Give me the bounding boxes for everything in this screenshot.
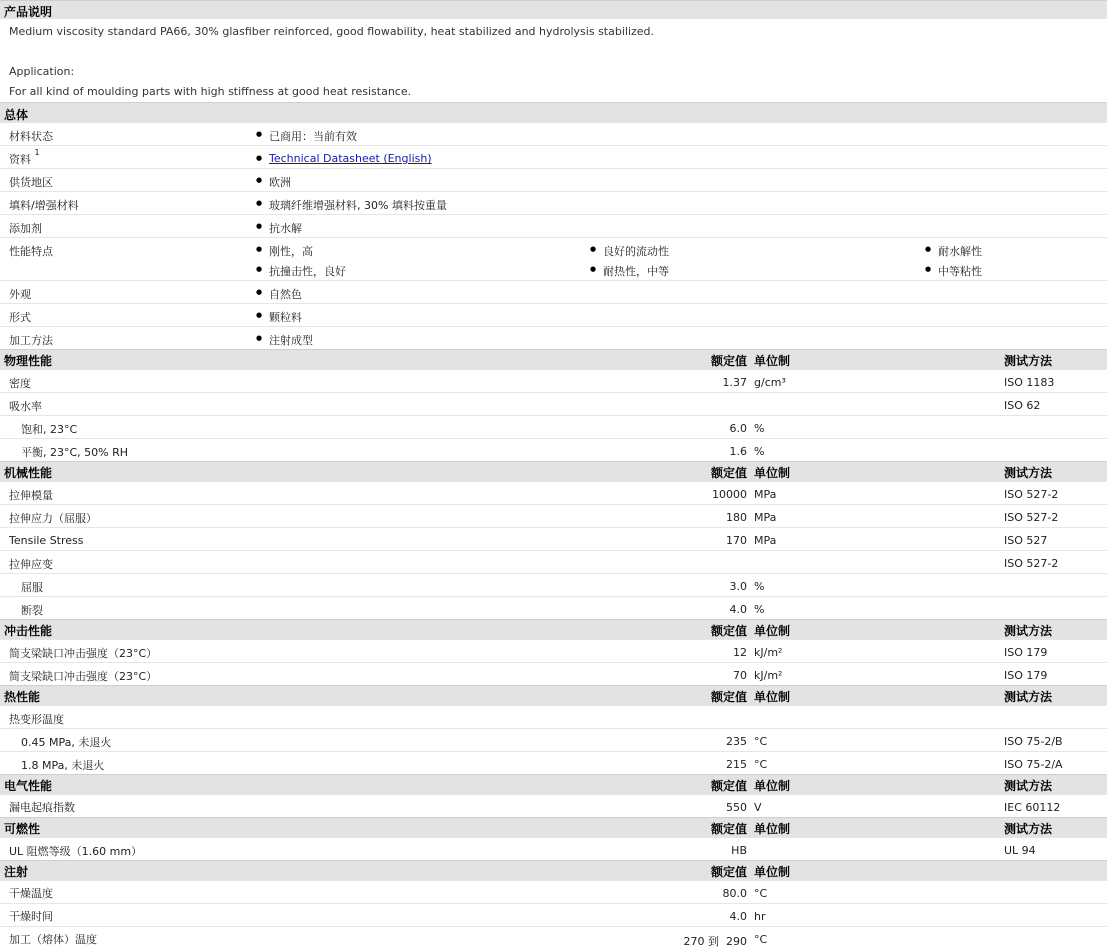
test-method: ISO 179 (1004, 669, 1048, 682)
property-value: 6.0 (729, 422, 747, 435)
test-method: ISO 527-2 (1004, 488, 1059, 501)
col-method-header: 测试方法 (1004, 624, 1053, 638)
row-label: 添加剂 (9, 222, 42, 235)
section-title: 可燃性 (4, 822, 41, 836)
property-value: 180 (726, 511, 747, 524)
property-value: 70 (733, 669, 747, 682)
row-label: 形式 (9, 311, 31, 324)
property-unit: % (754, 603, 765, 616)
property-label: 干燥时间 (9, 910, 53, 923)
section-header-physical (0, 349, 1107, 369)
col-unit-header: 单位制 (754, 354, 791, 368)
property-label: Tensile Stress (9, 534, 84, 547)
property-row (0, 504, 1107, 527)
section-title: 总体 (4, 108, 29, 122)
row-value: ● 颗粒料 (269, 309, 302, 325)
description-text: Medium viscosity standard PA66, 30% glasfiber reinforced, good flowability, heat stabilized and hydrolysis stabilized. (9, 25, 655, 38)
property-unit: V (754, 801, 762, 814)
application-text: For all kind of moulding parts with high stiffness at good heat resistance. (9, 85, 412, 98)
property-value: 1.37 (722, 376, 747, 389)
col-value-header: 额定值 (710, 466, 747, 480)
row-label: 加工方法 (9, 334, 53, 347)
property-value: HB (731, 844, 747, 857)
section-title: 物理性能 (4, 354, 53, 368)
row-label: 资料 $^1$ (9, 148, 40, 166)
property-label: 密度 (9, 377, 31, 390)
property-label: 漏电起痕指数 (9, 801, 75, 814)
property-unit: kJ/m² (754, 669, 783, 682)
property-unit: kJ/m² (754, 646, 783, 659)
property-unit: °C (754, 933, 768, 946)
row-value: ● 抗水解 (269, 220, 302, 236)
property-unit: MPa (754, 488, 777, 501)
section-header-injection (0, 860, 1107, 880)
section-title: 热性能 (4, 690, 41, 704)
property-unit: °C (754, 758, 768, 771)
col-method-header: 测试方法 (1004, 354, 1053, 368)
property-row (0, 794, 1107, 817)
col-unit-header: 单位制 (754, 822, 791, 836)
section-header-mechanical (0, 461, 1107, 481)
general-row-process (0, 326, 1107, 349)
test-method: UL 94 (1004, 844, 1036, 857)
property-label: 饱和, 23°C (21, 423, 78, 436)
test-method: ISO 527 (1004, 534, 1048, 547)
technical-datasheet-link[interactable]: Technical Datasheet (English) (269, 152, 432, 165)
property-unit: MPa (754, 534, 777, 547)
section-title: 产品说明 (4, 5, 53, 19)
col-unit-header: 单位制 (754, 690, 791, 704)
property-value: 550 (726, 801, 747, 814)
col-method-header: 测试方法 (1004, 466, 1053, 480)
col-value-header: 额定值 (710, 779, 747, 793)
datasheet-item (269, 152, 432, 165)
section-header-general (0, 102, 1107, 122)
row-value: ● 注射成型 (269, 332, 313, 348)
property-value: 1.6 (729, 445, 747, 458)
property-row (0, 705, 1107, 728)
property-unit: % (754, 445, 765, 458)
feature-item: ● 耐热性，中等 (603, 263, 669, 279)
property-value: 10000 (712, 488, 747, 501)
property-row (0, 903, 1107, 926)
section-header-impact (0, 619, 1107, 639)
row-label: 填料/增强材料 (9, 199, 79, 212)
property-value: 4.0 (729, 603, 747, 616)
property-row (0, 926, 1107, 948)
col-value-header: 额定值 (710, 865, 747, 879)
property-row (0, 751, 1107, 774)
test-method: ISO 527-2 (1004, 557, 1059, 570)
general-row-status (0, 122, 1107, 145)
property-row (0, 880, 1107, 903)
row-value: ● 自然色 (269, 286, 302, 302)
property-unit: g/cm³ (754, 376, 786, 389)
col-value-header: 额定值 (710, 690, 747, 704)
property-label: 简支梁缺口冲击强度（23°C） (9, 647, 158, 660)
col-unit-header: 单位制 (754, 779, 791, 793)
row-value: ● 欧洲 (269, 174, 291, 190)
property-label: 1.8 MPa, 未退火 (21, 759, 105, 772)
col-unit-header: 单位制 (754, 466, 791, 480)
col-value-header: 额定值 (710, 822, 747, 836)
property-row (0, 573, 1107, 596)
test-method: ISO 62 (1004, 399, 1041, 412)
test-method: ISO 1183 (1004, 376, 1055, 389)
property-label: 0.45 MPa, 未退火 (21, 736, 112, 749)
property-unit: % (754, 422, 765, 435)
property-label: 平衡, 23°C, 50% RH (21, 446, 129, 459)
property-label: UL 阻燃等级（1.60 mm） (9, 845, 143, 858)
property-label: 简支梁缺口冲击强度（23°C） (9, 670, 158, 683)
property-label: 拉伸应变 (9, 558, 53, 571)
property-row (0, 392, 1107, 415)
general-row-additive (0, 214, 1107, 237)
col-unit-header: 单位制 (754, 624, 791, 638)
row-label: 供货地区 (9, 176, 53, 189)
feature-item: ● 良好的流动性 (603, 243, 669, 259)
property-value: 270 到 290 (683, 935, 747, 948)
section-title: 机械性能 (4, 466, 53, 480)
section-title: 电气性能 (4, 779, 53, 793)
col-value-header: 额定值 (710, 624, 747, 638)
property-row (0, 837, 1107, 860)
property-row (0, 639, 1107, 662)
property-label: 拉伸模量 (9, 489, 53, 502)
section-title: 注射 (4, 865, 29, 879)
property-unit: % (754, 580, 765, 593)
property-label: 吸水率 (9, 400, 42, 413)
property-row (0, 438, 1107, 461)
property-unit: °C (754, 887, 768, 900)
test-method: ISO 179 (1004, 646, 1048, 659)
row-label: 性能特点 (9, 245, 53, 258)
property-unit: hr (754, 910, 766, 923)
property-row (0, 662, 1107, 685)
section-header-description (0, 0, 1107, 19)
property-label: 断裂 (21, 604, 43, 617)
test-method: ISO 75-2/B (1004, 735, 1063, 748)
col-method-header: 测试方法 (1004, 690, 1053, 704)
property-label: 加工（熔体）温度 (9, 933, 97, 946)
test-method: IEC 60112 (1004, 801, 1061, 814)
property-unit: MPa (754, 511, 777, 524)
row-label: 材料状态 (9, 130, 53, 143)
general-row-features (0, 237, 1107, 280)
col-value-header: 额定值 (710, 354, 747, 368)
property-row (0, 527, 1107, 550)
property-label: 屈服 (21, 581, 43, 594)
section-header-flammability (0, 817, 1107, 837)
row-label: 外观 (9, 288, 31, 301)
general-row-form (0, 303, 1107, 326)
property-value: 4.0 (729, 910, 747, 923)
section-header-thermal (0, 685, 1107, 705)
row-value: ● 已商用：当前有效 (269, 128, 357, 144)
property-row (0, 369, 1107, 392)
property-label: 干燥温度 (9, 887, 53, 900)
property-value: 3.0 (729, 580, 747, 593)
property-unit: °C (754, 735, 768, 748)
property-row (0, 596, 1107, 619)
feature-item: ● 抗撞击性，良好 (269, 263, 346, 279)
general-row-appearance (0, 280, 1107, 303)
section-header-electrical (0, 774, 1107, 794)
property-row (0, 481, 1107, 504)
application-label: Application: (9, 65, 75, 78)
general-row-region (0, 168, 1107, 191)
test-method: ISO 527-2 (1004, 511, 1059, 524)
property-value: 12 (733, 646, 747, 659)
feature-item: ● 刚性，高 (269, 243, 313, 259)
col-method-header: 测试方法 (1004, 779, 1053, 793)
section-title: 冲击性能 (4, 624, 53, 638)
property-row (0, 415, 1107, 438)
property-label: 热变形温度 (9, 713, 64, 726)
property-value: 170 (726, 534, 747, 547)
row-value: ● 玻璃纤维增强材料, 30% 填料按重量 (269, 197, 447, 213)
property-row (0, 550, 1107, 573)
general-row-docs (0, 145, 1107, 168)
property-label: 拉伸应力（屈服） (9, 512, 97, 525)
property-row (0, 728, 1107, 751)
property-value: 80.0 (722, 887, 747, 900)
col-method-header: 测试方法 (1004, 822, 1053, 836)
feature-item: ● 中等粘性 (938, 263, 982, 279)
feature-item: ● 耐水解性 (938, 243, 982, 259)
test-method: ISO 75-2/A (1004, 758, 1063, 771)
property-value: 215 (726, 758, 747, 771)
general-row-filler (0, 191, 1107, 214)
col-unit-header: 单位制 (754, 865, 791, 879)
property-value: 235 (726, 735, 747, 748)
